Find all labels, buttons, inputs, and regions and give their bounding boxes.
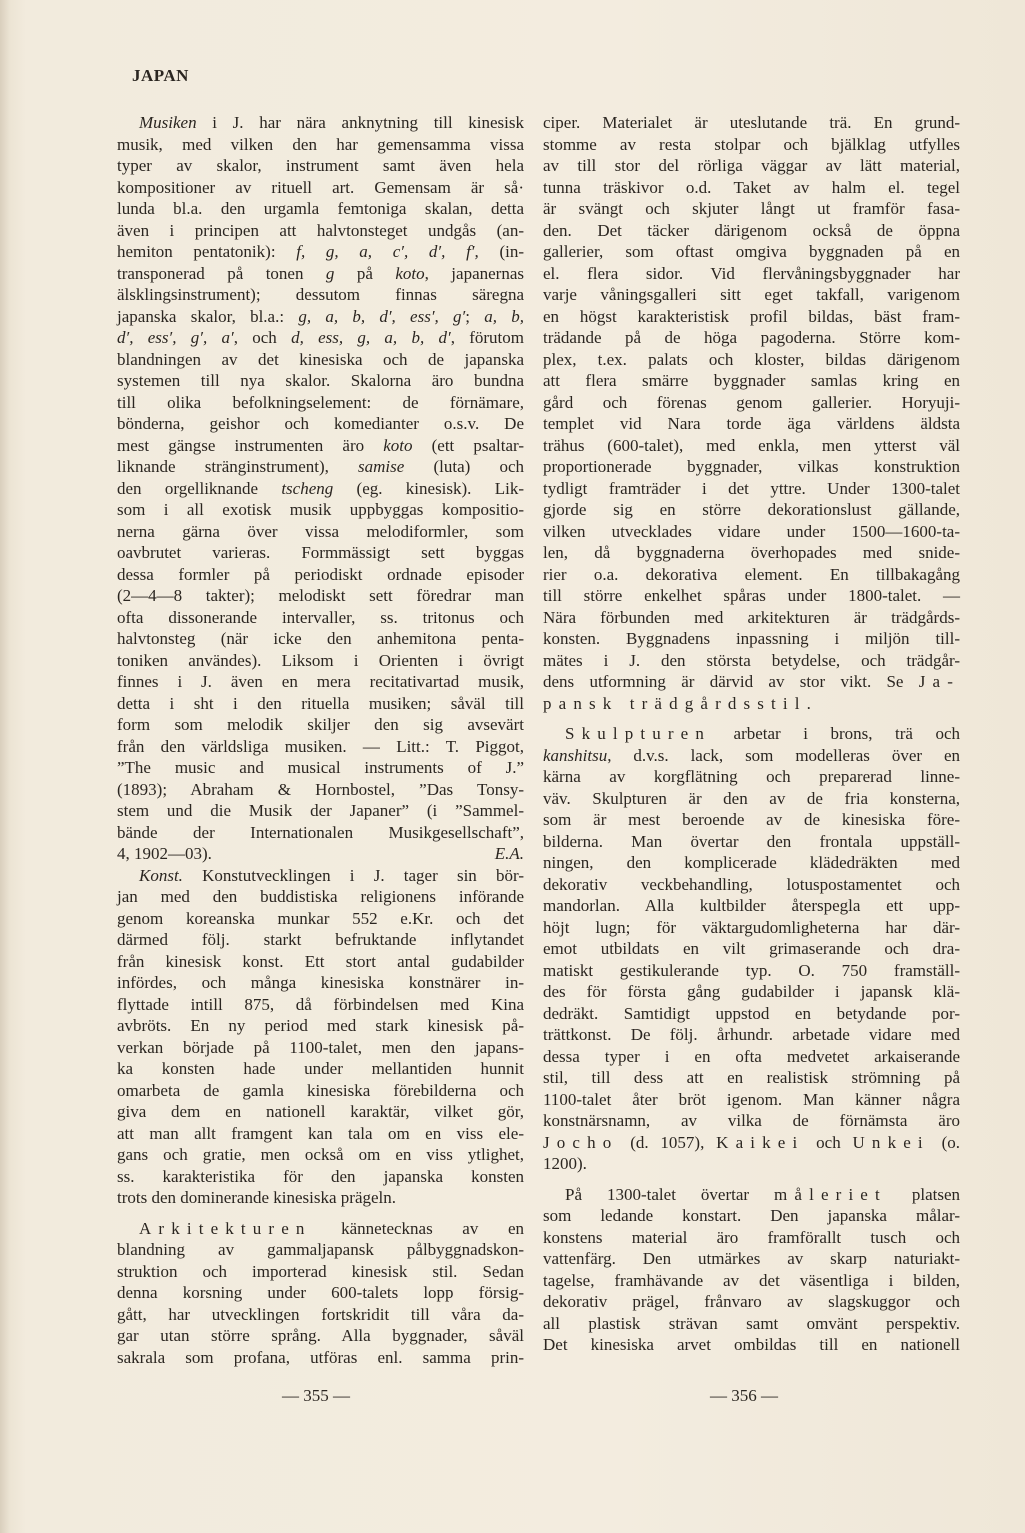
text-run: detta i sht i den rituella musiken; såväl till (117, 693, 524, 713)
italic-term: koto (383, 435, 413, 455)
text-run: höjt lugn; för väktargudomligheterna har där- (543, 917, 960, 937)
text-run: av till stor del rörliga väggar av lätt material, (543, 156, 960, 175)
text-run: matiskt gestikulerande typ. O. 750 framställ- (543, 960, 960, 980)
italic-term: a, b, (484, 306, 524, 326)
text-line (543, 809, 960, 831)
text-line (543, 456, 960, 478)
text-line (117, 564, 524, 586)
text-run: den orgelliknande (117, 478, 282, 498)
text-run: sakrala som profana, utföras enl. samma prin- (117, 1347, 524, 1367)
text-run: blandning av gammaljapansk pålbyggnadskon- (117, 1240, 524, 1259)
text-run: konsten. Byggnadens inpassning i miljön till- (543, 629, 960, 648)
text-run: tunna träskivor o.d. Taket av halm el. tegel (543, 177, 960, 197)
text-line (117, 1123, 524, 1145)
spaced-keyword: Jocho (543, 1132, 619, 1152)
text-line (117, 650, 524, 672)
text-run: japanska skalor, bl.a.: (117, 306, 299, 326)
text-line (543, 1313, 960, 1335)
text-run: gård och förenas genom gallerier. Horyuji- (543, 392, 960, 412)
text-run: Konstutvecklingen i J. tager sin bör- (182, 865, 524, 885)
text-line (543, 499, 960, 521)
text-run: (luta) och (404, 457, 524, 476)
text-run: stem und die Musik der Japaner” (i ”Sammel- (117, 801, 524, 820)
text-run: (1893); Abraham & Hornbostel, ”Das Tonsy- (117, 779, 524, 799)
text-run: toniken användes). Liksom i Orienten i övrigt (117, 650, 524, 670)
text-run: gjorde sig en större dekorationslust gällande, (543, 500, 960, 519)
text-line (117, 714, 524, 736)
text-line (117, 155, 524, 177)
text-run: dekorativ prägel, frånvaro av slagskuggor och (543, 1292, 960, 1311)
text-line (543, 327, 960, 349)
spaced-keyword: pansk trädgårdsstil. (543, 693, 818, 713)
text-run: kännetecknas av en (311, 1218, 524, 1238)
text-line (117, 972, 524, 994)
text-line (543, 241, 960, 263)
italic-term: Musiken (139, 113, 197, 132)
text-line (117, 478, 524, 500)
text-line (117, 413, 524, 435)
text-line (117, 994, 524, 1016)
text-run: även i principen att halvtonsteget undgås (an- (117, 220, 524, 240)
text-run: är svängt och skjuter långt ut framför fasa- (543, 199, 960, 218)
text-run: giva dem en nationell karaktär, vilket gör, (117, 1102, 524, 1121)
text-run: proportionerade byggnader, vilkas konstruktion (543, 457, 960, 476)
text-line (117, 800, 524, 822)
text-run: blandningen av det kinesiska och de japanska (117, 349, 524, 369)
text-line (117, 908, 524, 930)
text-run: (2—4—8 takter); melodiskt sett föredrar man (117, 586, 524, 605)
italic-term: d′, ess′, g′, a′ (117, 328, 234, 347)
text-line (117, 757, 524, 779)
text-run: gått, har utvecklingen fortskridit till våra da- (117, 1304, 524, 1324)
text-line (543, 895, 960, 917)
text-run: Nära förbunden med arkitekturen är trädgårds- (543, 607, 960, 627)
text-run: hemiton pentatonik): (117, 242, 297, 261)
text-run: , och (233, 328, 292, 347)
text-line (543, 1024, 960, 1046)
text-line (117, 607, 524, 629)
text-run: halvtonsteg (när icke den anhemitona penta- (117, 629, 524, 648)
text-run: oavbrutet varieras. Formmässigt sett byggas (117, 543, 524, 562)
text-line (543, 392, 960, 414)
text-run: emot utbildats en vilt grimaserande och dra- (543, 939, 960, 958)
text-run: bände der Internationalen Musikgesellschaft”, (117, 822, 524, 842)
text-line (117, 198, 524, 220)
text-line (543, 981, 960, 1003)
text-line (543, 177, 960, 199)
text-run: (ett psaltar- (412, 435, 525, 455)
text-line (543, 435, 960, 457)
italic-term: Konst. (139, 865, 183, 885)
text-line (117, 327, 524, 349)
author-signature: E.A. (494, 844, 524, 863)
text-line (117, 1218, 524, 1240)
text-run: trättkonst. De följ. århundr. arbetade vidare med (543, 1025, 960, 1044)
text-line (543, 1046, 960, 1068)
text-line (117, 220, 524, 242)
text-line (117, 779, 524, 801)
text-run: gans och gratie, men också om en viss ytlighet, (117, 1145, 524, 1164)
italic-term: samise (358, 457, 405, 476)
text-line (117, 1347, 524, 1369)
text-line (117, 951, 524, 973)
text-line (543, 766, 960, 788)
text-line (543, 542, 960, 564)
text-run: tagelse, framhävande av det väsentliga i bilden, (543, 1270, 960, 1290)
text-line (117, 1261, 524, 1283)
text-run: arbetar i brons, trä och (711, 724, 960, 743)
text-run: rier o.a. dekorativa element. En tillbakagång (543, 564, 960, 584)
text-run: dedräkt. Samtidigt uppstod en betydande por- (543, 1003, 960, 1023)
text-run: denna korsning under 600-talets lopp försig- (117, 1283, 524, 1302)
text-run: liknande stränginstrument), (117, 457, 359, 476)
spaced-keyword: Arkitekturen (139, 1218, 312, 1238)
text-line (543, 263, 960, 285)
text-run: platsen (886, 1184, 961, 1204)
text-line (543, 112, 960, 134)
text-run: transponerad på tonen (117, 263, 326, 283)
text-run: des för första gång gudabilder i japansk klä- (543, 982, 960, 1001)
text-run: finnes i J. även en mera recitativartad musik, (117, 672, 524, 691)
text-line (543, 155, 960, 177)
text-line (543, 1184, 960, 1206)
text-line (543, 413, 960, 435)
text-line (117, 929, 524, 951)
text-line (117, 1037, 524, 1059)
text-line (117, 499, 524, 521)
text-line (543, 134, 960, 156)
text-line (117, 1239, 524, 1261)
text-line (117, 134, 524, 156)
text-run: templet vid Nara torde äga världens äldsta (543, 414, 960, 433)
text-run: att man allt framgent kan tala om en viss ele- (117, 1123, 524, 1143)
italic-term: g, a, b, d′, ess′, g′ (298, 306, 466, 326)
text-run: konstnärsnamn, av vilka de förnämsta äro (543, 1111, 960, 1130)
text-run: till större enkelhet spåras under 1800-talet. — (543, 586, 960, 605)
text-line (117, 1282, 524, 1304)
text-line (117, 886, 524, 908)
text-run: ss. karakteristika för den japanska konsten (117, 1166, 524, 1186)
spaced-keyword: Skulpturen (565, 724, 712, 743)
spaced-keyword: måleriet (774, 1184, 887, 1204)
text-line (117, 112, 524, 134)
text-line (543, 1003, 960, 1025)
text-run: en högst karakteristisk profil bildas, bäst fram- (543, 306, 960, 326)
text-run: konstens material äro framförallt tusch och (543, 1227, 960, 1247)
column-right (543, 112, 960, 1356)
text-line (543, 788, 960, 810)
text-run: ”The music and musical instruments of J.” (117, 758, 524, 777)
text-line (543, 1110, 960, 1132)
text-line (117, 370, 524, 392)
text-run: typer av skalor, instrument samt även hela (117, 156, 524, 175)
text-line (543, 628, 960, 650)
text-line (543, 650, 960, 672)
text-line (117, 1058, 524, 1080)
text-line (117, 1166, 524, 1188)
spaced-keyword: Kaikei (716, 1132, 805, 1152)
text-run: flyttade intill 875, då förbindelsen med Kina (117, 994, 524, 1014)
spaced-keyword: Unkei (852, 1132, 930, 1152)
text-line (117, 284, 524, 306)
text-line (543, 874, 960, 896)
text-run: gallerier, som oftast omgiva byggnaden på en (543, 242, 960, 261)
text-line (543, 1227, 960, 1249)
text-run: stomme av resta stolpar och bjälklag utfylles (543, 134, 960, 154)
text-line (543, 1153, 960, 1175)
italic-term: koto (395, 263, 425, 283)
text-line (543, 1291, 960, 1313)
text-line (543, 1334, 960, 1356)
text-line (543, 220, 960, 242)
text-line (543, 1067, 960, 1089)
text-run: verkan började på 1100-talet, men den japans- (117, 1037, 524, 1057)
text-run: (o. (929, 1132, 960, 1152)
text-run: trädande på de höga pagoderna. Större kom- (543, 328, 960, 347)
text-line (117, 1304, 524, 1326)
text-line (543, 723, 960, 745)
text-run: vilken utvecklades vidare under 1500—1600-ta- (543, 521, 960, 541)
column-left (117, 112, 524, 1368)
text-run: dessa formler på periodiskt ordnade episoder (117, 564, 524, 584)
text-run: jan med den buddistiska religionens införande (117, 887, 524, 906)
text-run: vattenfärg. Den utmärkes av skarp naturiakt- (543, 1249, 960, 1268)
text-line (543, 745, 960, 767)
text-line (543, 1205, 960, 1227)
text-line (543, 370, 960, 392)
page-number-left: — 355 — (282, 1386, 350, 1405)
text-line (543, 1270, 960, 1292)
text-line (117, 1101, 524, 1123)
text-run: från kinesisk konst. Ett stort antal gudabilder (117, 951, 524, 971)
text-run: bönderna, geishor och komedianter o.s.v. De (117, 414, 524, 433)
text-line (543, 1089, 960, 1111)
text-line (543, 831, 960, 853)
text-run: ka konsten hade under mellantiden hunnit (117, 1059, 524, 1078)
text-line (543, 960, 960, 982)
text-run: varje våningsgalleri sitt eget takfall, varigenom (543, 285, 960, 304)
text-run: väv. Skulpturen är den av de fria konsterna, (543, 788, 960, 808)
text-run: dens utformning är därvid av stor vikt. Se (543, 672, 919, 691)
text-run: Det kinesiska arvet ombildas till en nationell (543, 1335, 960, 1354)
text-line (117, 542, 524, 564)
text-run: el. flera sidor. Vid flervåningsbyggnader har (543, 263, 960, 283)
paragraph-gap (543, 714, 960, 723)
text-line (543, 478, 960, 500)
text-line (543, 284, 960, 306)
text-line (543, 938, 960, 960)
text-run: 1200). (543, 1154, 587, 1173)
text-run: len, då byggnaderna överhopades med snide- (543, 543, 960, 562)
text-line (543, 349, 960, 371)
text-run: älsklingsinstrument); dessutom finnas säregna (117, 285, 524, 304)
text-line (543, 521, 960, 543)
text-line (117, 392, 524, 414)
text-line (117, 1144, 524, 1166)
text-run: mest gängse instrumenten äro (117, 435, 384, 455)
text-run: trähus (600-talet), med enkla, men ytterst väl (543, 435, 960, 455)
text-run: ningen, den komplicerade klädedräkten med (543, 853, 960, 872)
text-line (117, 1080, 524, 1102)
text-run: all plastisk strävan samt omvänt perspektiv. (543, 1313, 960, 1333)
text-line (117, 241, 524, 263)
text-line (117, 671, 524, 693)
text-run: på (334, 263, 396, 283)
paragraph-gap (543, 1175, 960, 1184)
text-run: ciper. Materialet är uteslutande trä. En grund- (543, 113, 960, 132)
text-run: På 1300-talet övertar (565, 1184, 775, 1204)
text-line (543, 564, 960, 586)
text-line (543, 1248, 960, 1270)
text-line (117, 435, 524, 457)
text-run: och (804, 1132, 853, 1152)
text-run: struktion och importerad kinesisk stil. Sedan (117, 1261, 524, 1281)
text-line (543, 1132, 960, 1154)
paragraph (117, 865, 524, 1209)
text-line (117, 865, 524, 887)
text-line (117, 306, 524, 328)
text-run: infördes, och många kinesiska konstnärer in- (117, 973, 524, 992)
paragraph (543, 1184, 960, 1356)
text-line (543, 693, 960, 715)
text-line (543, 852, 960, 874)
text-run: 4, 1902—03). (117, 844, 212, 863)
text-line (117, 628, 524, 650)
paragraph (543, 723, 960, 1175)
text-line (543, 585, 960, 607)
text-run: som i all exotisk musik uppbyggas kompositio- (117, 500, 524, 519)
text-line (117, 349, 524, 371)
text-run: mätes i J. den största betydelse, och trädgår- (543, 650, 960, 670)
page-number-right: — 356 — (710, 1386, 778, 1405)
italic-term: g (325, 263, 335, 283)
text-run: ofta dissonerande intervaller, ss. tritonus och (117, 607, 524, 627)
text-run: omarbeta de gamla kinesiska förebilderna och (117, 1080, 524, 1100)
text-run: 1100-talet åter bröt igenom. Man känner några (543, 1089, 960, 1109)
text-run: form som melodik skiljer den sig avsevärt (117, 715, 524, 734)
text-run: dekorativ veckbehandling, lotuspostamentet och (543, 874, 960, 894)
text-line (117, 822, 524, 844)
text-run: därmed följ. starkt befruktande inflytandet (117, 930, 524, 949)
text-line (117, 177, 524, 199)
text-run: kompositioner av rituell art. Gemensam är så· (117, 177, 524, 197)
spaced-keyword: Ja- (918, 672, 960, 691)
text-run: musik, med vilken den har gemensamma vissa (117, 134, 524, 154)
text-line (117, 1325, 524, 1347)
text-line (543, 306, 960, 328)
italic-term: f, g, a, c′, d′, f′, (296, 242, 479, 261)
text-run: genom koreanska munkar 552 e.Kr. och det (117, 908, 524, 928)
text-line (543, 671, 960, 693)
running-header: JAPAN (132, 66, 189, 85)
text-line (117, 736, 524, 758)
text-line (117, 456, 524, 478)
paragraph (117, 1218, 524, 1369)
text-line (543, 917, 960, 939)
italic-term: tscheng (281, 478, 334, 498)
text-run: tydligt framträder i det yttre. Under 1300-talet (543, 478, 960, 498)
text-line (117, 521, 524, 543)
text-line (117, 263, 524, 285)
text-line (117, 1015, 524, 1037)
text-run: stil, till dess att en realistisk strömning på (543, 1068, 960, 1087)
paragraph-gap (117, 1209, 524, 1218)
italic-term: kanshitsu (543, 745, 608, 765)
text-run: (in- (478, 242, 524, 261)
text-run: mandorlan. Alla kultbilder återspegla ett upp- (543, 896, 960, 915)
text-run: avbröts. En ny period med stark kinesisk på- (117, 1016, 524, 1035)
text-line (117, 843, 524, 865)
paragraph (543, 112, 960, 714)
text-run: den. Det täcker därigenom också de öppna (543, 220, 960, 240)
text-line (543, 198, 960, 220)
paragraph (117, 112, 524, 865)
italic-term: d, ess, g, a, b, d′ (291, 328, 451, 347)
text-run: ; (465, 306, 485, 326)
text-run: till olika befolkningselement: de förnämare, (117, 392, 524, 412)
text-run: som ledande konstart. Den japanska målar- (543, 1206, 960, 1225)
text-line (543, 607, 960, 629)
text-run: bilderna. Man övertar den frontala uppställ- (543, 831, 960, 851)
text-line (117, 1187, 524, 1209)
text-run: (eg. kinesisk). Lik- (333, 478, 524, 498)
text-run: att flera smärre byggnader samlas kring en (543, 371, 960, 390)
text-run: (d. 1057), (618, 1132, 717, 1152)
text-run: , d.v.s. lack, som modelleras över en (607, 745, 960, 765)
text-run: trots den dominerande kinesiska prägeln. (117, 1188, 397, 1207)
text-run: som är mest beroende av de kinesiska före- (543, 810, 960, 829)
text-run: från den världsliga musiken. — Litt.: T. Piggot, (117, 736, 524, 756)
text-line (117, 585, 524, 607)
text-run: dessa typer i en ofta medvetet arkaiserande (543, 1046, 960, 1066)
text-run: systemen till nya skalor. Skalorna äro bundna (117, 371, 524, 390)
text-run: nerna gärna över vissa melodiformler, som (117, 521, 524, 541)
text-run: , förutom (450, 328, 524, 347)
text-run: lunda bl.a. den urgamla femtoniga skalan, detta (117, 199, 524, 218)
text-line (117, 693, 524, 715)
text-run: gar utan större språng. Alla byggnader, såväl (117, 1326, 524, 1345)
text-run: kärna av korgflätning och preparerad linne- (543, 767, 960, 786)
text-run: i J. har nära anknytning till kinesisk (196, 113, 524, 132)
text-run: plex, t.ex. palats och kloster, bildas därigenom (543, 349, 960, 369)
text-run: , japanernas (424, 263, 524, 283)
